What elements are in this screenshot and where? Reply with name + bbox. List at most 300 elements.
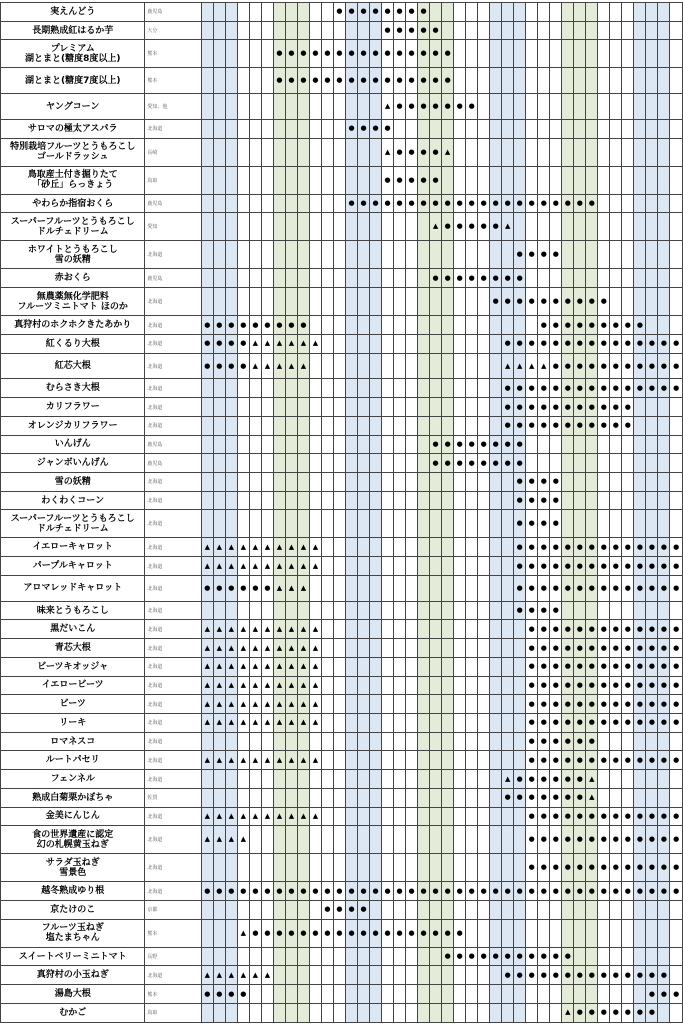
product-name-line: 紅くるり大根 <box>45 338 100 349</box>
product-name-line: フェンネル <box>50 774 95 785</box>
month-cell: ● <box>526 620 538 639</box>
month-cell <box>382 334 394 353</box>
month-cell: ● <box>634 620 646 639</box>
month-cell <box>309 435 321 454</box>
month-cell: ● <box>466 947 478 966</box>
month-cell: ● <box>598 966 610 985</box>
product-name-line: 湖とまと(糖度8度以上) <box>24 53 121 64</box>
month-cell <box>538 21 550 40</box>
origin-label: 北海道 <box>145 882 201 901</box>
month-cell <box>514 40 526 68</box>
month-cell: ● <box>526 714 538 733</box>
month-cell <box>201 854 213 882</box>
month-cell <box>297 1003 309 1022</box>
month-cell <box>394 770 406 789</box>
month-cell <box>370 269 382 288</box>
month-cell <box>574 919 586 947</box>
month-cell <box>273 788 285 807</box>
month-cell: ● <box>502 882 514 901</box>
month-cell <box>249 435 261 454</box>
month-cell: ● <box>538 620 550 639</box>
month-cell <box>273 213 285 241</box>
month-cell: ● <box>622 676 634 695</box>
month-cell <box>634 269 646 288</box>
month-cell <box>382 435 394 454</box>
product-name <box>1 40 145 68</box>
month-cell: ● <box>646 334 658 353</box>
month-cell <box>406 510 418 538</box>
month-cell <box>550 138 562 166</box>
month-cell <box>249 770 261 789</box>
month-cell <box>502 601 514 620</box>
product-name <box>1 919 145 947</box>
month-cell <box>442 732 454 751</box>
month-cell <box>634 947 646 966</box>
month-cell <box>562 454 574 473</box>
month-cell: ▲ <box>273 334 285 353</box>
month-cell: ● <box>430 194 442 213</box>
month-cell <box>598 901 610 920</box>
month-cell <box>213 491 225 510</box>
month-cell <box>598 510 610 538</box>
month-cell: ● <box>225 316 237 335</box>
month-cell: ● <box>562 826 574 854</box>
month-cell <box>237 770 249 789</box>
month-cell <box>345 854 357 882</box>
table-row <box>1 138 683 166</box>
month-cell <box>646 454 658 473</box>
month-cell <box>406 213 418 241</box>
month-cell: ● <box>370 120 382 139</box>
month-cell <box>634 601 646 620</box>
product-name <box>1 398 145 417</box>
origin-label: 北海道 <box>145 639 201 658</box>
month-cell <box>333 269 345 288</box>
month-cell <box>418 770 430 789</box>
month-cell: ● <box>382 40 394 68</box>
month-cell <box>237 138 249 166</box>
month-cell <box>333 120 345 139</box>
table-row <box>1 601 683 620</box>
month-cell <box>394 714 406 733</box>
origin-label: 長野 <box>145 947 201 966</box>
month-cell <box>382 788 394 807</box>
month-cell <box>502 241 514 269</box>
month-cell <box>333 21 345 40</box>
month-cell <box>418 398 430 417</box>
month-cell <box>430 510 442 538</box>
month-cell: ▲ <box>273 353 285 379</box>
month-cell <box>394 316 406 335</box>
month-cell: ● <box>345 882 357 901</box>
month-cell <box>454 966 466 985</box>
month-cell: ● <box>538 751 550 770</box>
month-cell: ● <box>658 657 670 676</box>
month-cell <box>430 695 442 714</box>
month-cell: ▲ <box>261 751 273 770</box>
month-cell: ● <box>622 854 634 882</box>
month-cell: ● <box>406 40 418 68</box>
month-cell <box>382 213 394 241</box>
month-cell <box>406 601 418 620</box>
month-cell <box>442 826 454 854</box>
month-cell <box>442 601 454 620</box>
month-cell <box>237 398 249 417</box>
month-cell <box>418 826 430 854</box>
origin-label: 京都 <box>145 901 201 920</box>
month-cell <box>358 788 370 807</box>
month-cell <box>454 288 466 316</box>
month-cell <box>249 732 261 751</box>
month-cell: ▲ <box>309 714 321 733</box>
month-cell: ● <box>550 770 562 789</box>
month-cell <box>249 40 261 68</box>
month-cell <box>490 334 502 353</box>
month-cell <box>418 657 430 676</box>
month-cell: ● <box>562 353 574 379</box>
month-cell: ▲ <box>562 1003 574 1022</box>
product-name-line: 無農薬無化学肥料 <box>36 291 109 302</box>
month-cell <box>646 21 658 40</box>
month-cell <box>670 288 683 316</box>
month-cell: ● <box>610 379 622 398</box>
month-cell: ● <box>634 751 646 770</box>
month-cell <box>213 1003 225 1022</box>
month-cell: ▲ <box>297 676 309 695</box>
month-cell <box>225 919 237 947</box>
month-cell <box>309 94 321 120</box>
month-cell <box>213 770 225 789</box>
month-cell <box>490 416 502 435</box>
month-cell <box>478 657 490 676</box>
month-cell <box>201 398 213 417</box>
product-name-line: やわらか指宿おくら <box>32 198 114 209</box>
month-cell <box>237 947 249 966</box>
table-row <box>1 435 683 454</box>
month-cell: ● <box>466 882 478 901</box>
month-cell: ● <box>550 241 562 269</box>
month-cell <box>634 435 646 454</box>
month-cell <box>538 40 550 68</box>
month-cell <box>309 454 321 473</box>
month-cell: ● <box>430 21 442 40</box>
month-cell <box>454 639 466 658</box>
month-cell <box>201 138 213 166</box>
month-cell: ● <box>538 334 550 353</box>
month-cell: ● <box>490 454 502 473</box>
month-cell <box>382 575 394 601</box>
month-cell <box>333 213 345 241</box>
month-cell <box>478 473 490 492</box>
month-cell <box>454 40 466 68</box>
month-cell <box>418 575 430 601</box>
month-cell: ▲ <box>249 557 261 576</box>
month-cell: ● <box>382 919 394 947</box>
month-cell <box>622 213 634 241</box>
month-cell: ● <box>586 732 598 751</box>
month-cell <box>309 985 321 1004</box>
month-cell <box>622 68 634 94</box>
month-cell <box>285 770 297 789</box>
month-cell: ● <box>538 288 550 316</box>
month-cell: ● <box>562 751 574 770</box>
month-cell <box>213 788 225 807</box>
month-cell <box>466 985 478 1004</box>
month-cell <box>574 166 586 194</box>
month-cell <box>550 40 562 68</box>
month-cell <box>466 353 478 379</box>
month-cell <box>249 416 261 435</box>
month-cell <box>562 94 574 120</box>
month-cell <box>502 538 514 557</box>
month-cell <box>670 947 683 966</box>
month-cell <box>658 68 670 94</box>
month-cell <box>261 194 273 213</box>
month-cell <box>213 473 225 492</box>
month-cell <box>333 538 345 557</box>
month-cell <box>478 241 490 269</box>
month-cell <box>646 269 658 288</box>
month-cell: ● <box>610 398 622 417</box>
month-cell <box>370 21 382 40</box>
month-cell <box>502 575 514 601</box>
month-cell: ● <box>273 68 285 94</box>
month-cell: ● <box>309 68 321 94</box>
month-cell <box>273 269 285 288</box>
month-cell: ● <box>406 194 418 213</box>
month-cell <box>454 620 466 639</box>
month-cell <box>478 3 490 22</box>
month-cell <box>333 353 345 379</box>
month-cell <box>442 120 454 139</box>
month-cell <box>514 1003 526 1022</box>
month-cell <box>370 416 382 435</box>
month-cell <box>466 575 478 601</box>
month-cell: ● <box>646 676 658 695</box>
month-cell <box>646 473 658 492</box>
month-cell <box>333 788 345 807</box>
month-cell <box>454 416 466 435</box>
month-cell: ● <box>502 398 514 417</box>
month-cell <box>418 854 430 882</box>
month-cell <box>406 120 418 139</box>
month-cell <box>418 620 430 639</box>
origin-label: 北海道 <box>145 770 201 789</box>
month-cell <box>514 120 526 139</box>
month-cell: ▲ <box>261 639 273 658</box>
month-cell <box>586 491 598 510</box>
month-cell <box>538 901 550 920</box>
month-cell <box>358 751 370 770</box>
month-cell: ● <box>574 316 586 335</box>
month-cell <box>490 557 502 576</box>
month-cell <box>430 770 442 789</box>
month-cell: ▲ <box>201 657 213 676</box>
month-cell: ● <box>526 194 538 213</box>
month-cell <box>213 732 225 751</box>
month-cell: ● <box>526 639 538 658</box>
month-cell <box>261 269 273 288</box>
month-cell: ▲ <box>213 714 225 733</box>
month-cell <box>406 770 418 789</box>
month-cell: ● <box>249 919 261 947</box>
month-cell <box>382 676 394 695</box>
month-cell <box>598 601 610 620</box>
month-cell <box>273 379 285 398</box>
month-cell <box>237 788 249 807</box>
month-cell <box>358 213 370 241</box>
product-name <box>1 68 145 94</box>
month-cell <box>358 269 370 288</box>
month-cell: ● <box>670 826 683 854</box>
product-name <box>1 601 145 620</box>
month-cell: ● <box>514 510 526 538</box>
month-cell: ● <box>586 695 598 714</box>
month-cell <box>454 751 466 770</box>
month-cell <box>634 473 646 492</box>
month-cell: ● <box>622 557 634 576</box>
month-cell <box>454 353 466 379</box>
month-cell <box>634 94 646 120</box>
month-cell <box>418 557 430 576</box>
month-cell <box>237 269 249 288</box>
month-cell <box>370 166 382 194</box>
month-cell <box>610 120 622 139</box>
month-cell: ● <box>273 40 285 68</box>
month-cell: ● <box>442 947 454 966</box>
month-cell <box>406 575 418 601</box>
month-cell <box>333 732 345 751</box>
month-cell: ● <box>430 269 442 288</box>
product-name-line: ビーツ <box>59 699 86 710</box>
month-cell <box>345 213 357 241</box>
month-cell: ● <box>442 919 454 947</box>
month-cell <box>430 241 442 269</box>
month-cell <box>273 94 285 120</box>
month-cell <box>201 94 213 120</box>
month-cell: ▲ <box>273 807 285 826</box>
month-cell <box>382 695 394 714</box>
month-cell <box>670 21 683 40</box>
month-cell <box>406 435 418 454</box>
month-cell <box>273 510 285 538</box>
month-cell: ● <box>502 288 514 316</box>
month-cell <box>478 538 490 557</box>
month-cell: ● <box>574 557 586 576</box>
month-cell <box>394 538 406 557</box>
product-name <box>1 213 145 241</box>
product-name-line: 「砂丘」らっきょう <box>32 180 114 191</box>
month-cell <box>382 454 394 473</box>
month-cell <box>201 68 213 94</box>
month-cell <box>249 213 261 241</box>
month-cell <box>201 770 213 789</box>
month-cell <box>466 639 478 658</box>
month-cell <box>261 166 273 194</box>
month-cell <box>442 657 454 676</box>
month-cell: ● <box>634 379 646 398</box>
month-cell <box>586 213 598 241</box>
month-cell <box>273 454 285 473</box>
table-row <box>1 826 683 854</box>
month-cell <box>634 120 646 139</box>
month-cell: ▲ <box>249 353 261 379</box>
table-row <box>1 94 683 120</box>
month-cell <box>321 575 333 601</box>
month-cell <box>394 491 406 510</box>
month-cell <box>478 398 490 417</box>
month-cell <box>478 40 490 68</box>
month-cell: ● <box>622 751 634 770</box>
month-cell <box>297 21 309 40</box>
month-cell <box>622 732 634 751</box>
month-cell <box>454 557 466 576</box>
month-cell <box>213 435 225 454</box>
product-name <box>1 826 145 854</box>
month-cell <box>406 901 418 920</box>
month-cell <box>333 166 345 194</box>
month-cell <box>490 510 502 538</box>
month-cell <box>345 379 357 398</box>
month-cell <box>370 398 382 417</box>
table-row <box>1 21 683 40</box>
month-cell <box>273 416 285 435</box>
month-cell: ● <box>514 557 526 576</box>
month-cell <box>237 3 249 22</box>
month-cell <box>213 68 225 94</box>
month-cell: ● <box>586 751 598 770</box>
month-cell: ● <box>490 269 502 288</box>
month-cell <box>478 68 490 94</box>
month-cell <box>550 985 562 1004</box>
month-cell <box>345 575 357 601</box>
month-cell <box>418 435 430 454</box>
month-cell <box>598 269 610 288</box>
month-cell <box>418 901 430 920</box>
month-cell <box>514 68 526 94</box>
month-cell <box>646 435 658 454</box>
month-cell <box>490 826 502 854</box>
month-cell <box>370 334 382 353</box>
month-cell <box>406 416 418 435</box>
month-cell <box>490 854 502 882</box>
month-cell: ▲ <box>225 538 237 557</box>
month-cell: ● <box>610 416 622 435</box>
month-cell: ● <box>201 985 213 1004</box>
month-cell <box>478 966 490 985</box>
month-cell <box>261 241 273 269</box>
month-cell <box>670 435 683 454</box>
month-cell <box>478 639 490 658</box>
month-cell <box>345 807 357 826</box>
month-cell: ▲ <box>249 639 261 658</box>
month-cell: ▲ <box>201 676 213 695</box>
month-cell <box>297 269 309 288</box>
month-cell <box>225 21 237 40</box>
month-cell: ● <box>550 657 562 676</box>
month-cell: ▲ <box>249 807 261 826</box>
month-cell: ● <box>598 620 610 639</box>
month-cell <box>285 966 297 985</box>
month-cell: ● <box>562 538 574 557</box>
month-cell: ● <box>237 334 249 353</box>
month-cell <box>502 120 514 139</box>
month-cell: ● <box>670 751 683 770</box>
month-cell: ● <box>394 919 406 947</box>
month-cell <box>321 620 333 639</box>
month-cell <box>321 398 333 417</box>
month-cell <box>454 398 466 417</box>
